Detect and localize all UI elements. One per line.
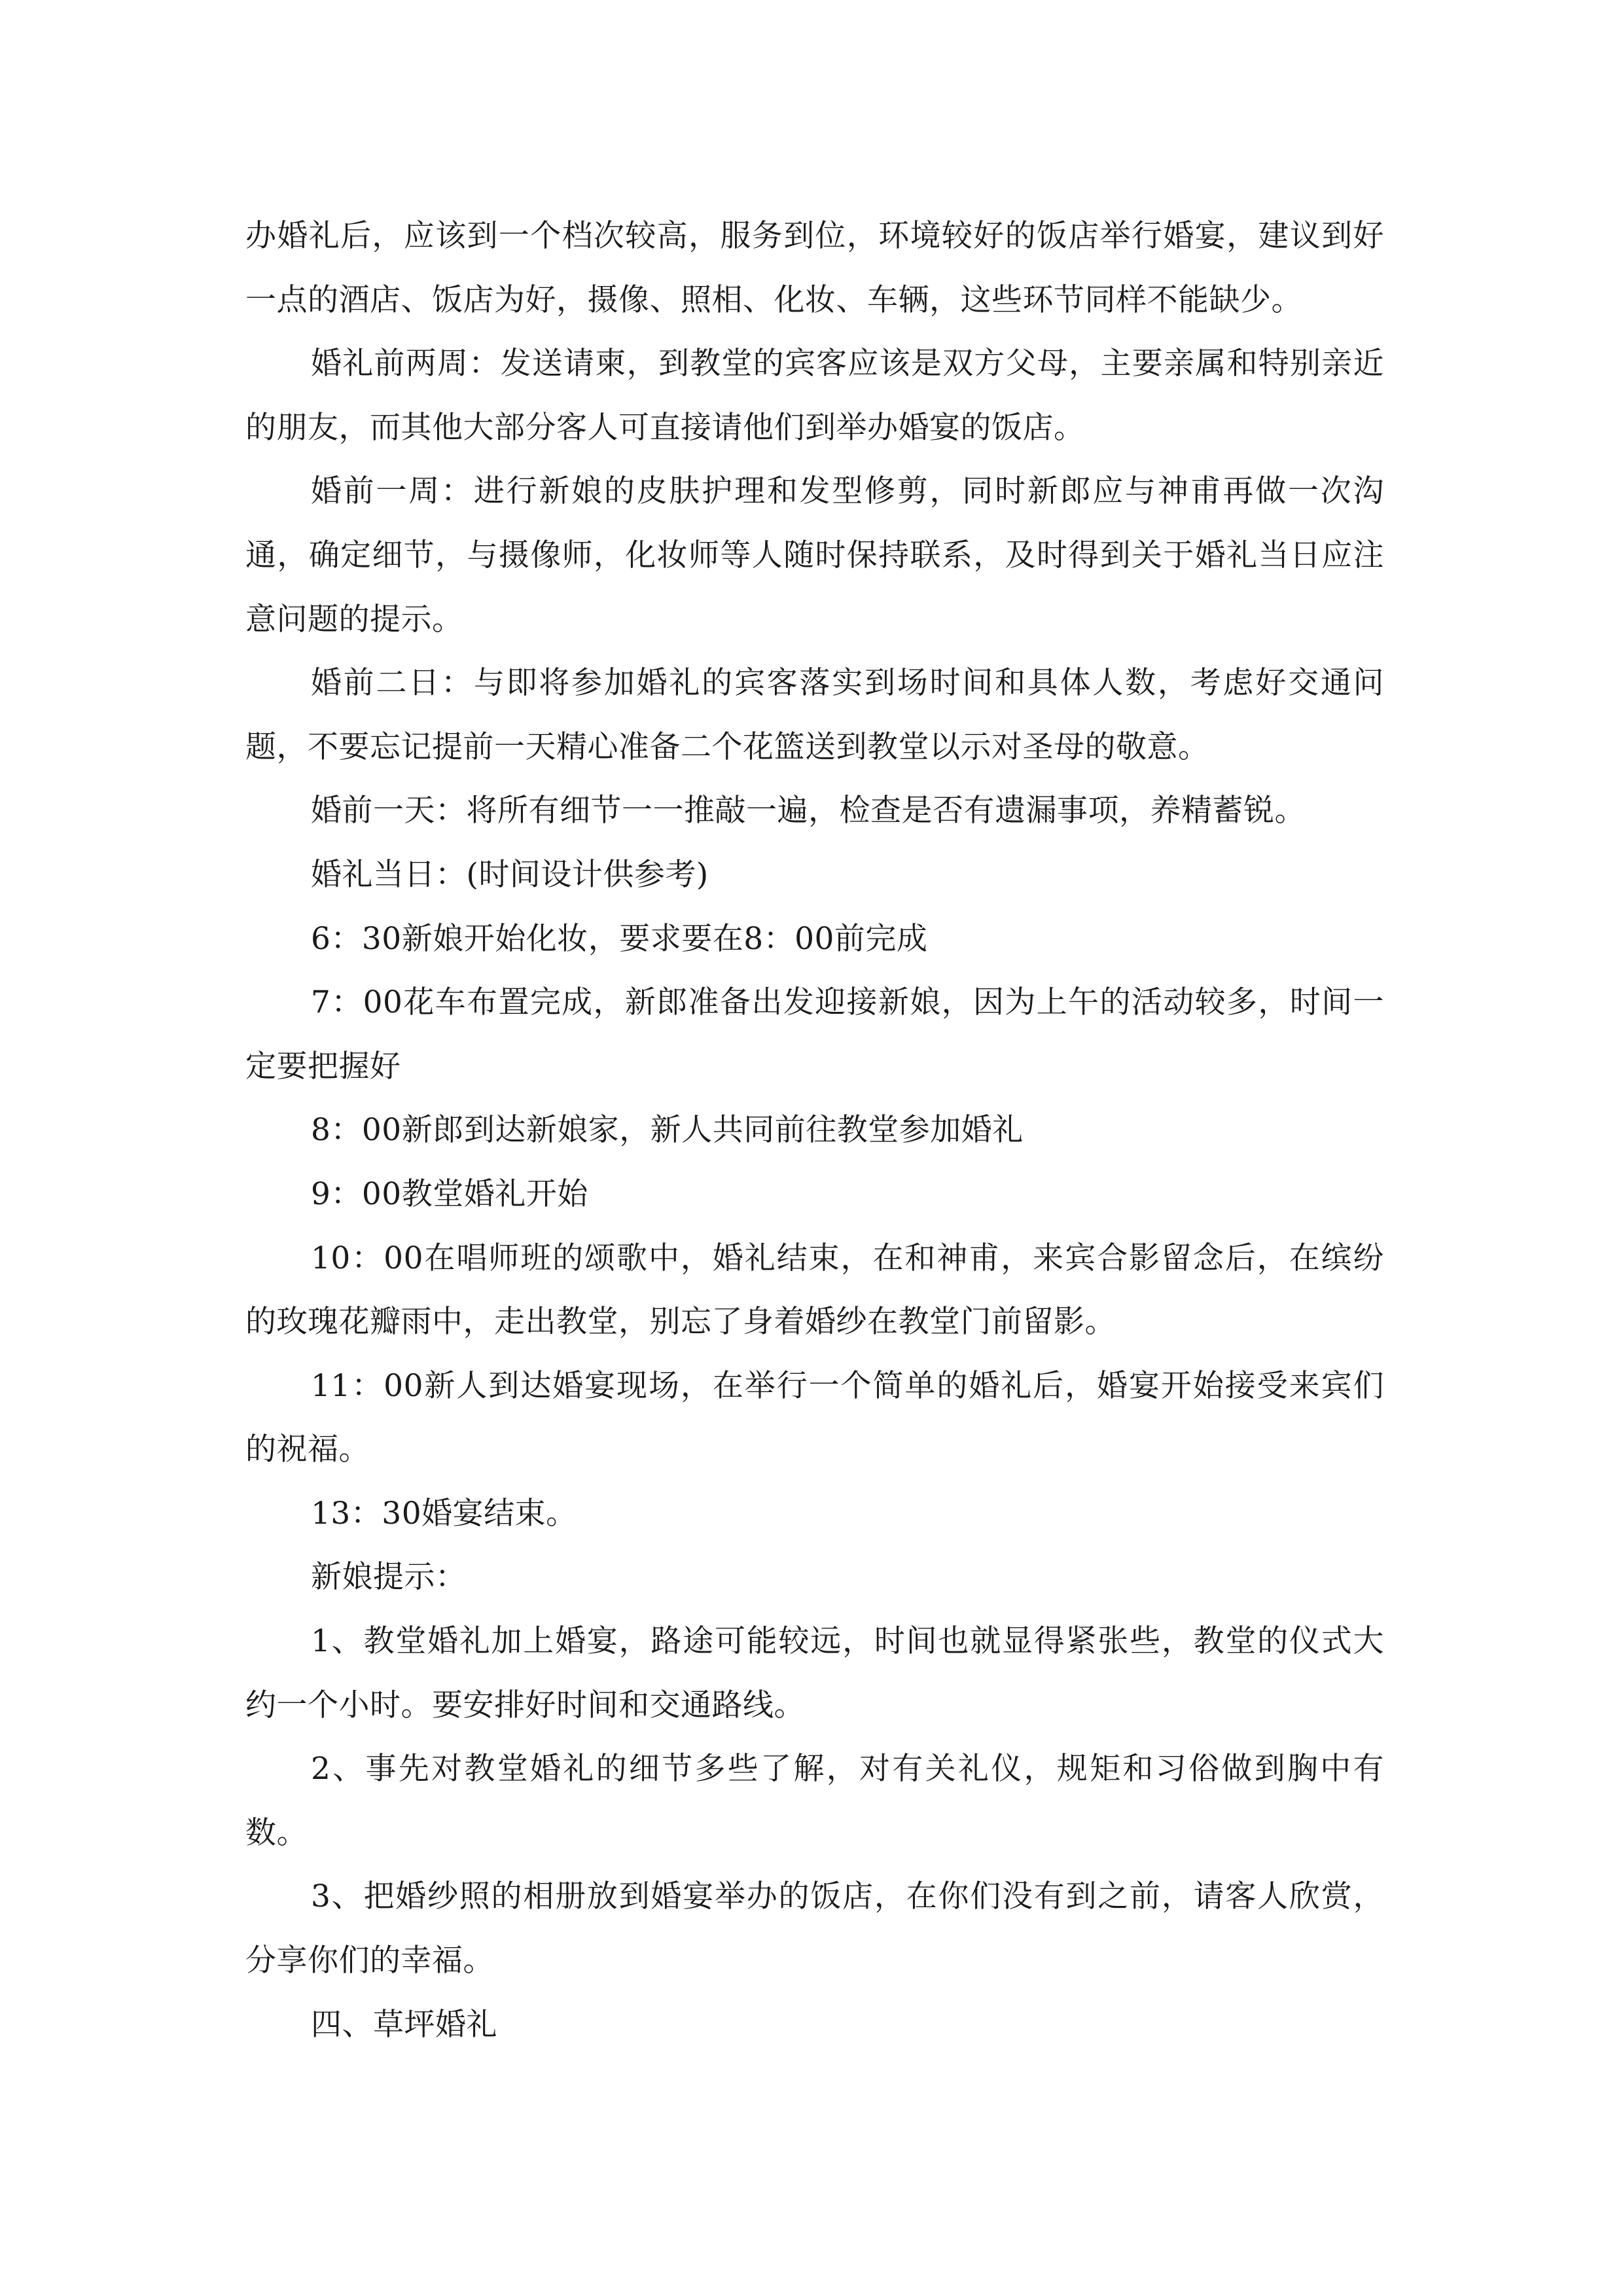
tip-item: 2、事先对教堂婚礼的细节多些了解，对有关礼仪，规矩和习俗做到胸中有数。 [245,1751,1384,1851]
paragraph-two-weeks-before: 婚礼前两周：发送请柬，到教堂的宾客应该是双方父母，主要亲属和特别亲近的朋友，而其他大部分客人可直接请他们到举办婚宴的饭店。 [245,346,1384,446]
schedule-item: 10：00在唱师班的颂歌中，婚礼结束，在和神甫，来宾合影留念后，在缤纷的玫瑰花瓣雨中，走出教堂，别忘了身着婚纱在教堂门前留影。 [245,1240,1384,1340]
section-heading: 四、草坪婚礼 [311,2006,497,2043]
schedule-item: 9：00教堂婚礼开始 [311,1175,588,1212]
paragraph-wedding-day: 婚礼当日：(时间设计供参考) [311,856,709,893]
schedule-item: 6：30新娘开始化妆，要求要在8：00前完成 [311,920,928,957]
tip-item: 1、教堂婚礼加上婚宴，路途可能较远，时间也就显得紧张些，教堂的仪式大约一个小时。要安排好时间和交通路线。 [245,1623,1384,1723]
paragraph-intro: 办婚礼后，应该到一个档次较高，服务到位，环境较好的饭店举行婚宴，建议到好一点的酒店、饭店为好，摄像、照相、化妆、车辆，这些环节同样不能缺少。 [245,218,1384,318]
document-body [245,204,1384,2056]
tip-item: 3、把婚纱照的相册放到婚宴举办的饭店，在你们没有到之前，请客人欣赏，分享你们的幸福。 [245,1878,1384,1979]
schedule-item: 8：00新郎到达新娘家，新人共同前往教堂参加婚礼 [311,1112,1024,1149]
tips-heading: 新娘提示： [311,1559,467,1596]
paragraph-two-days-before: 婚前二日：与即将参加婚礼的宾客落实到场时间和具体人数，考虑好交通问题，不要忘记提前一天精心准备二个花篮送到教堂以示对圣母的敬意。 [245,665,1384,765]
schedule-item: 13：30婚宴结束。 [311,1495,577,1532]
schedule-item: 11：00新人到达婚宴现场，在举行一个简单的婚礼后，婚宴开始接受来宾们的祝福。 [245,1367,1384,1468]
paragraph-one-week-before: 婚前一周：进行新娘的皮肤护理和发型修剪，同时新郎应与神甫再做一次沟通，确定细节，与摄像师，化妆师等人随时保持联系，及时得到关于婚礼当日应注意问题的提示。 [245,473,1384,637]
paragraph-one-day-before: 婚前一天：将所有细节一一推敲一遍，检查是否有遗漏事项，养精蓄锐。 [311,793,1306,829]
schedule-item: 7：00花车布置完成，新郎准备出发迎接新娘，因为上午的活动较多，时间一定要把握好 [245,984,1384,1085]
